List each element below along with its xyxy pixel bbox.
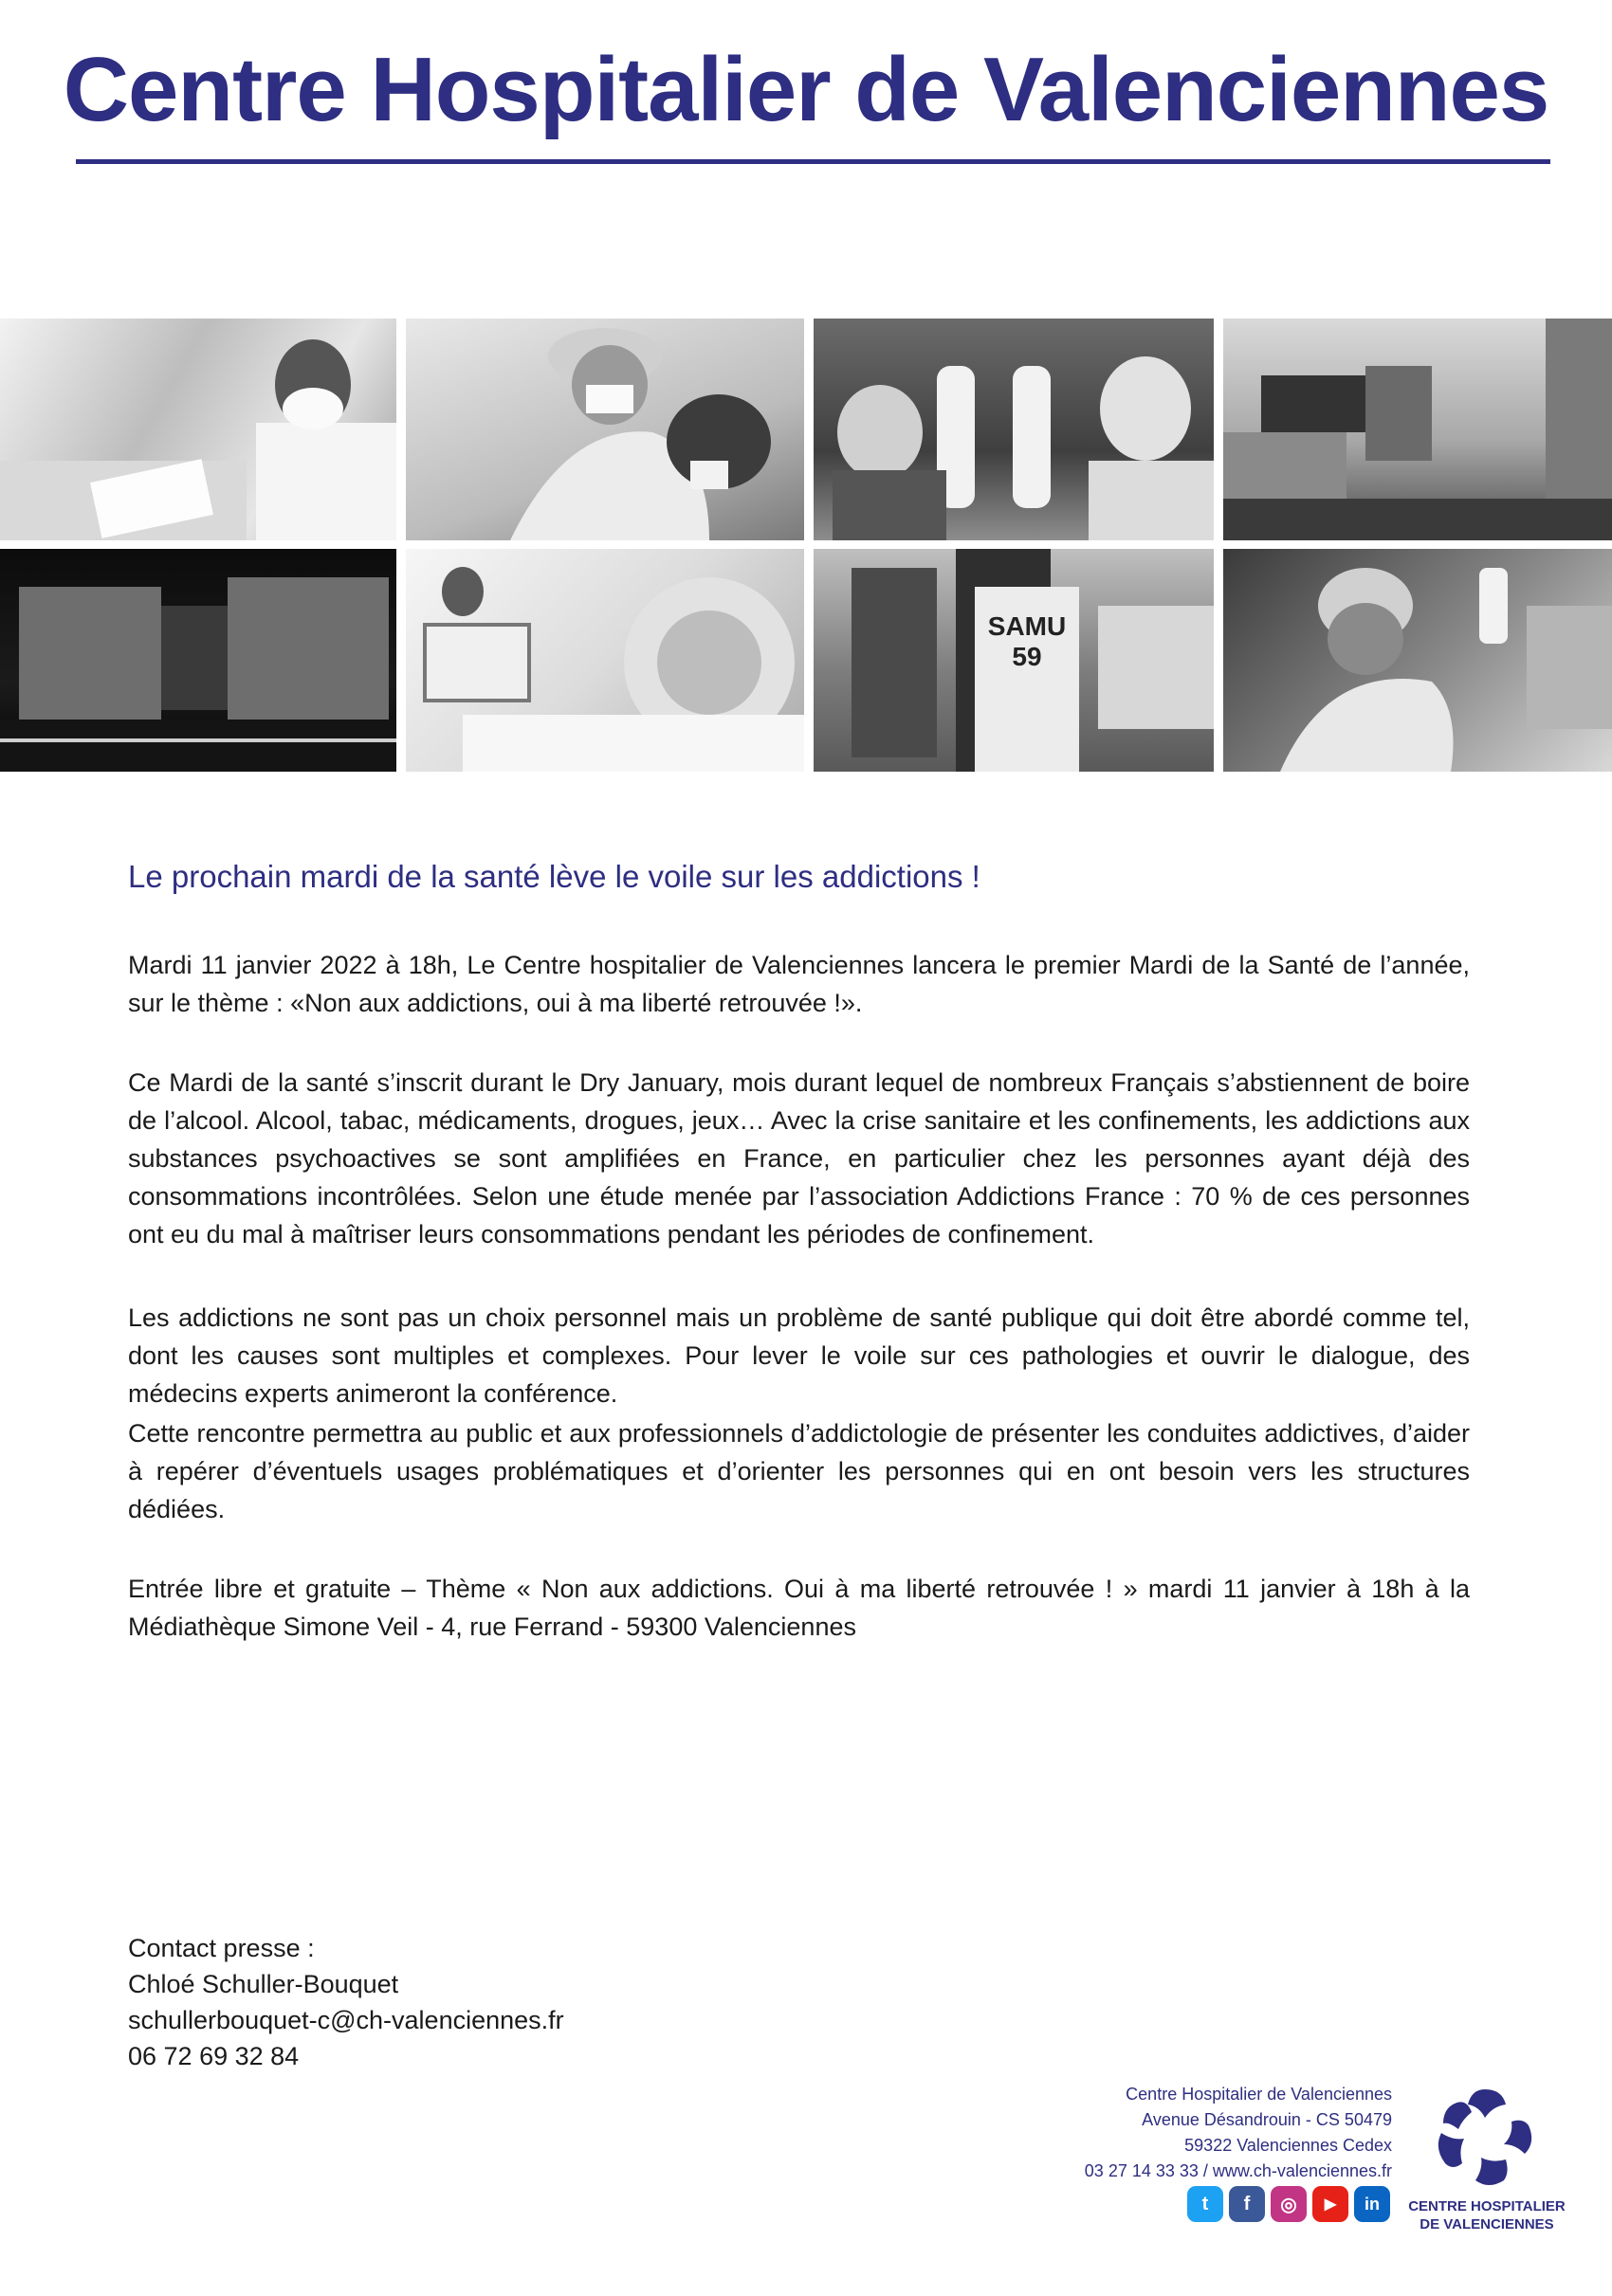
samu-vest-label: SAMU <box>987 611 1067 641</box>
footer-address <box>948 2082 1392 2184</box>
social-links <box>1187 2186 1390 2224</box>
page-title: Centre Hospitalier de Valenciennes <box>63 39 1549 140</box>
article-paragraph-5: Entrée libre et gratuite – Thème « Non aux addictions. Oui à ma liberté retrouvée ! » mardi 11 janvier à 18h à la Médiathèque Simone Veil - 4, rue Ferrand - 59300 Valenciennes <box>128 1575 1470 1641</box>
samu-vest-number: 59 <box>1012 642 1042 671</box>
hospital-logo-icon <box>1430 2084 1540 2194</box>
nasal-swab-photo <box>406 319 804 540</box>
article-paragraph-2: Ce Mardi de la santé s’inscrit durant le Dry January, mois durant lequel de nombreux Français s’abstiennent de boire de l’alcool. Alcool, tabac, médicaments, drogues, jeux… Avec la crise sanitaire et les confinements, les addictions aux substances psychoactives se sont amplifiées en France, en particulier chez les personnes ayant déjà des consommations incontrôlées. Selon une étude menée par l’association Addictions France : 70 % de ces personnes ont eu du mal à maîtriser leurs consommations pendant les périodes de confinement. <box>128 1068 1470 1248</box>
scanner-photo <box>406 549 804 772</box>
contact-phone: 06 72 69 32 84 <box>128 2042 300 2070</box>
nurse-iv-photo <box>1223 549 1612 772</box>
seniors-robot-photo <box>814 319 1214 540</box>
logo-text-line-1: CENTRE HOSPITALIER <box>1408 2198 1566 2214</box>
instagram-icon[interactable]: ◎ <box>1271 2186 1307 2222</box>
pharmacist-photo <box>0 319 396 540</box>
logo-wordmark <box>1392 2197 1582 2233</box>
photo-grid <box>0 319 1612 772</box>
article-paragraph-1: Mardi 11 janvier 2022 à 18h, Le Centre hospitalier de Valenciennes lancera le premier Mardi de la Santé de l’année, sur le thème : «Non aux addictions, oui à ma liberté retrouvée !». <box>128 951 1470 1017</box>
samu-ambulance-photo <box>814 549 1214 772</box>
title-divider <box>76 159 1550 164</box>
logo-text-line-2: DE VALENCIENNES <box>1420 2216 1554 2232</box>
footer-phone-website[interactable]: 03 27 14 33 33 / www.ch-valenciennes.fr <box>1084 2161 1392 2180</box>
twitter-icon[interactable]: t <box>1187 2186 1223 2222</box>
article-paragraph-4: Cette rencontre permettra au public et aux professionnels d’addictologie de présenter les conduites addictives, d’aider à repérer d’éventuels usages problématiques et d’orienter les personnes qui en ont besoin vers les structures dédiées. <box>128 1419 1470 1523</box>
hospital-building-photo <box>1223 319 1612 540</box>
footer-street: Avenue Désandrouin - CS 50479 <box>1142 2110 1392 2129</box>
contact-name: Chloé Schuller-Bouquet <box>128 1970 399 1998</box>
facebook-icon[interactable]: f <box>1229 2186 1265 2222</box>
youtube-icon[interactable]: ▶ <box>1312 2186 1348 2222</box>
contact-heading: Contact presse : <box>128 1934 315 1962</box>
press-contact <box>128 1930 792 2074</box>
article-title: Le prochain mardi de la santé lève le voile sur les addictions ! <box>128 859 980 894</box>
contact-email[interactable]: schullerbouquet-c@ch-valenciennes.fr <box>128 2006 564 2034</box>
linkedin-icon[interactable]: in <box>1354 2186 1390 2222</box>
hospital-night-photo <box>0 549 396 772</box>
footer-org-name: Centre Hospitalier de Valenciennes <box>1126 2085 1392 2104</box>
article-paragraph-3: Les addictions ne sont pas un choix personnel mais un problème de santé publique qui doit être abordé comme tel, dont les causes sont multiples et complexes. Pour lever le voile sur ces pathologies et ouvrir le dialogue, des médecins experts animeront la conférence. <box>128 1303 1470 1408</box>
footer-city: 59322 Valenciennes Cedex <box>1184 2136 1392 2155</box>
